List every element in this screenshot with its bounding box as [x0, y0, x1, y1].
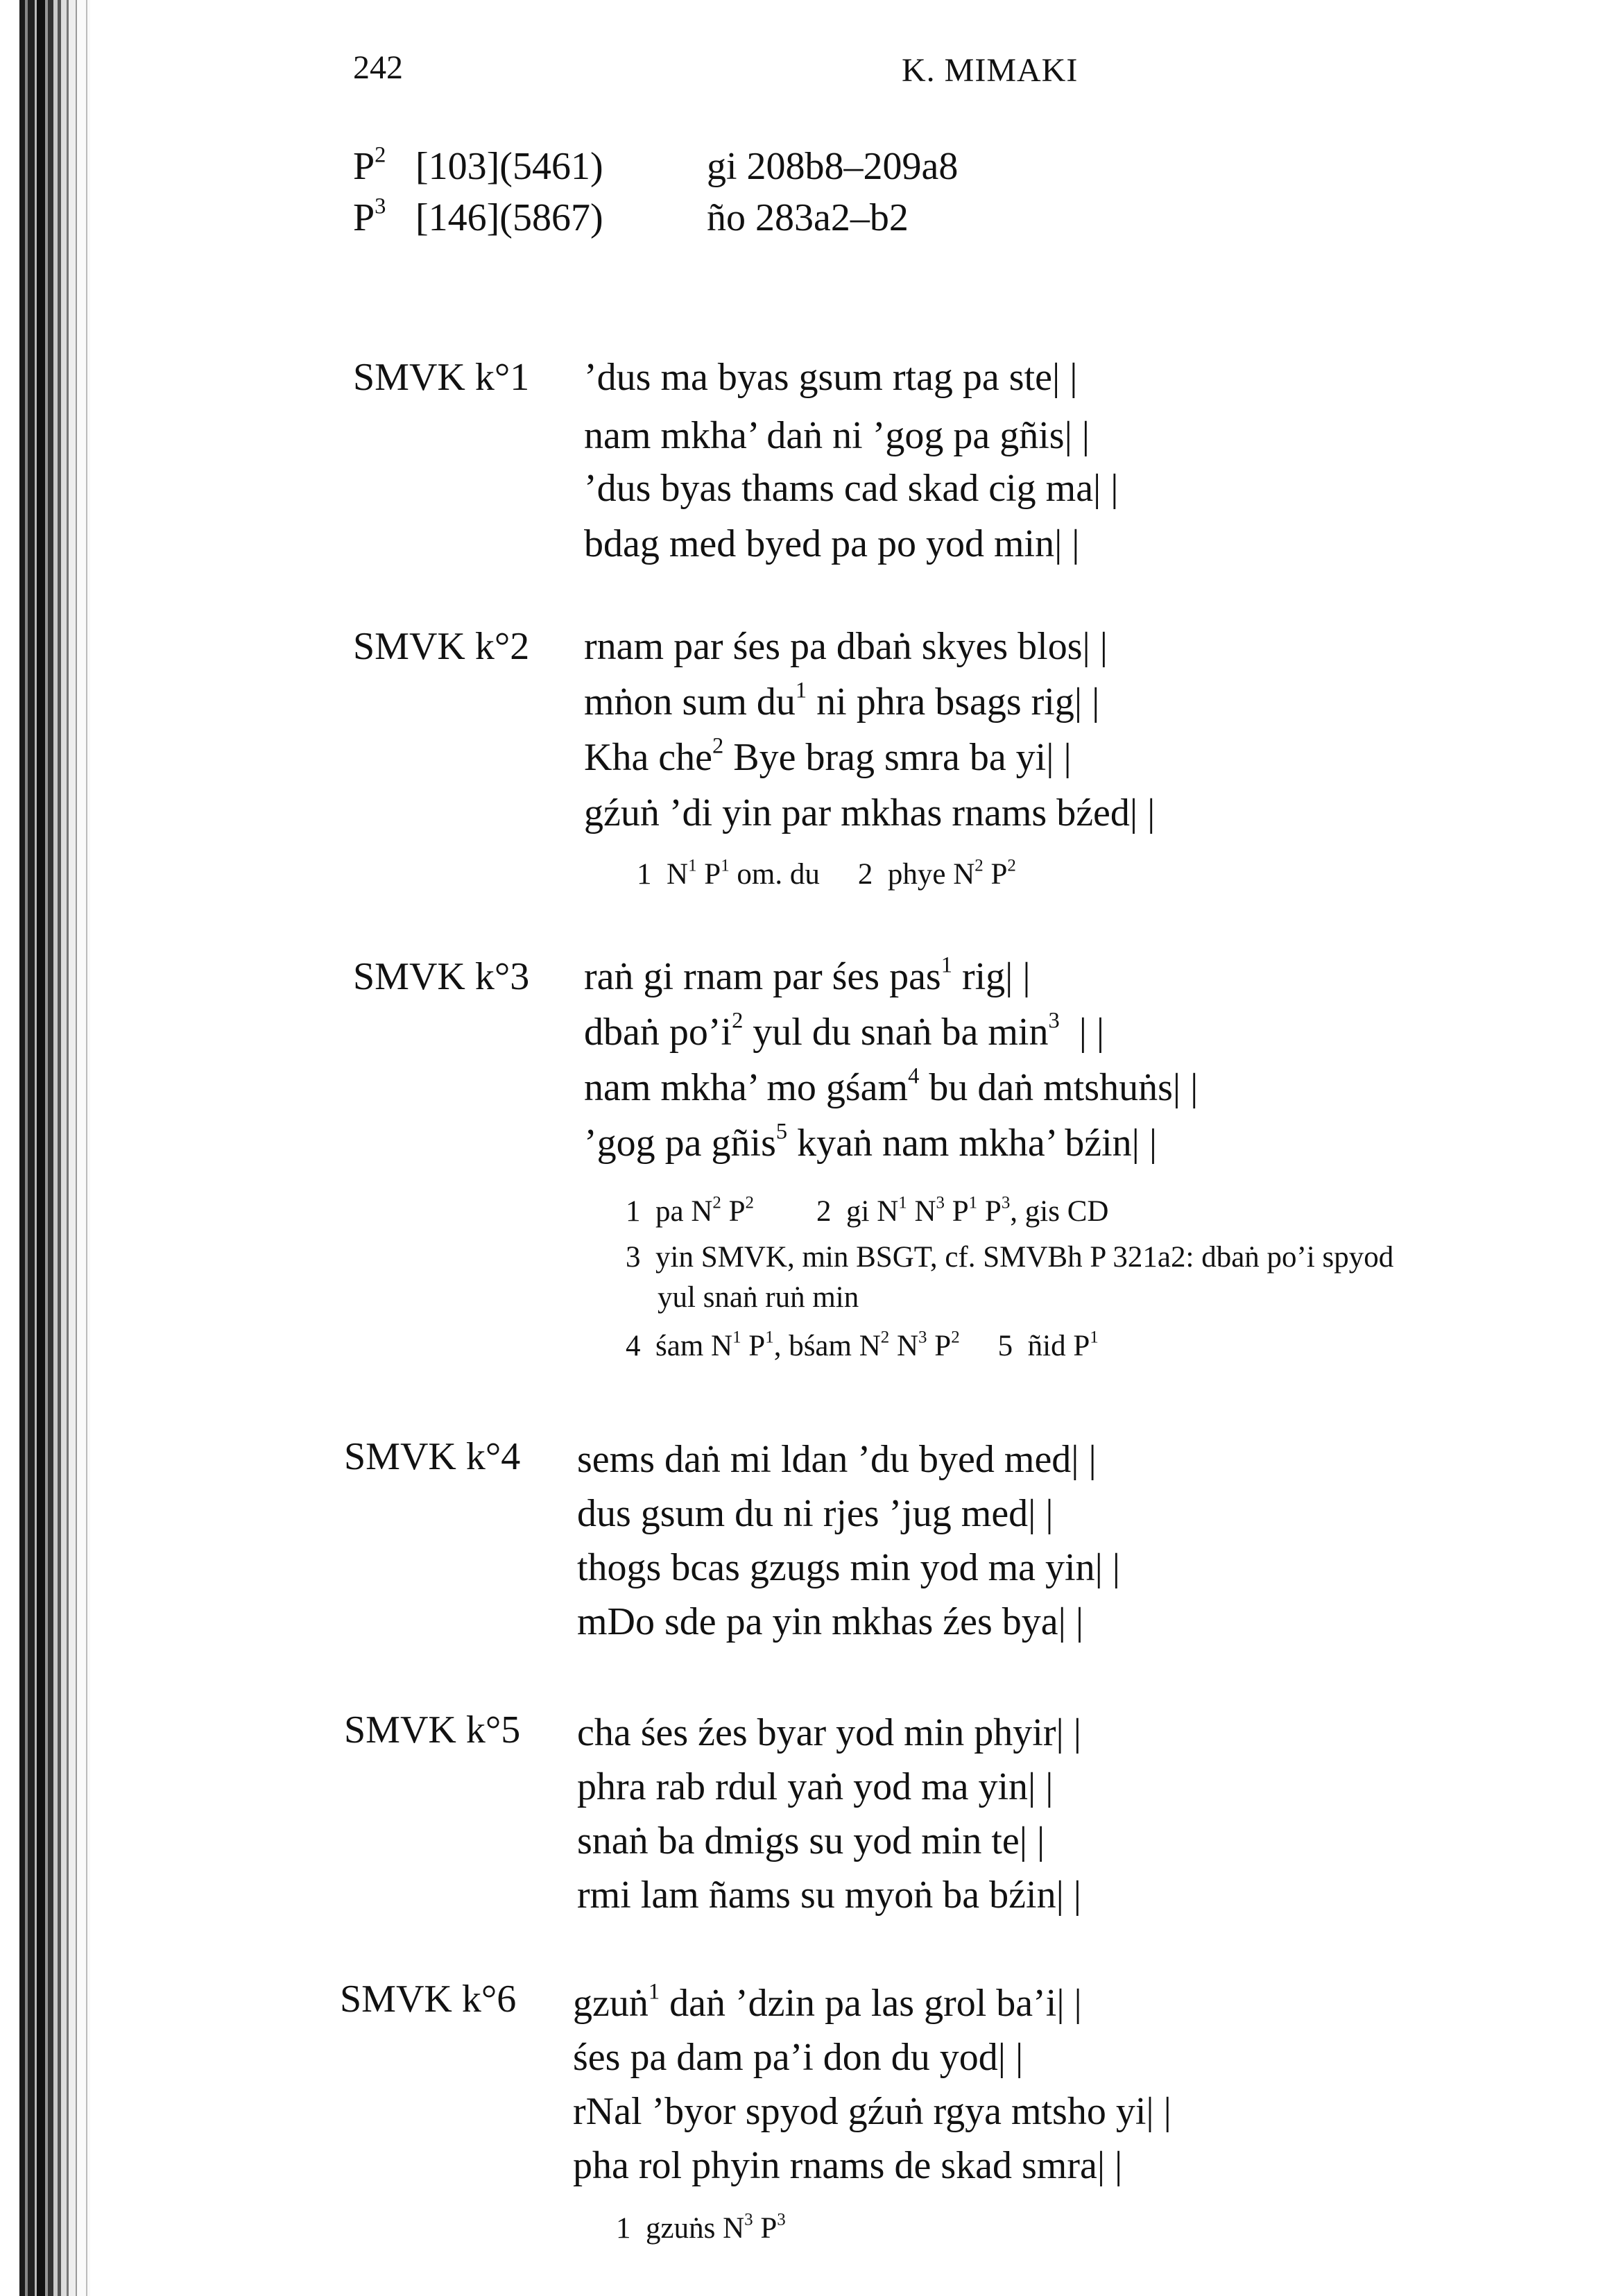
verse-label: SMVK k°2 — [353, 625, 530, 668]
source-line: $P^3$ [146](5867) ño 283a2–b2 — [353, 194, 909, 239]
verse-line: snaṅ ba dmigs su yod min te| | — [577, 1819, 1045, 1862]
verse-line: cha śes źes byar yod min phyir| | — [577, 1711, 1081, 1754]
page-number: 242 — [353, 49, 403, 86]
footnote-ref: 3 — [1048, 1008, 1060, 1034]
verse-line: mṅon sum $du^1$ ni phra bsags rig| | — [584, 678, 1100, 723]
footnote-ref: 2 — [732, 1008, 744, 1034]
footnote: 1 pa $N^2$ $P^2$ 2 gi $N^1$ $N^3$ $P^1$ $P^3$, gis CD — [626, 1193, 1109, 1228]
verse-line: sems daṅ mi ldan ’du byed med| | — [577, 1438, 1097, 1481]
verse-label: SMVK k°6 — [340, 1978, 517, 2021]
verse-line: thogs bcas gzugs min yod ma yin| | — [577, 1546, 1121, 1589]
verse-line: mDo sde pa yin mkhas źes bya| | — [577, 1600, 1084, 1643]
source-line: $P^2$ [103](5461) gi 208b8–209a8 — [353, 142, 959, 188]
footnote: 4 śam $N^1$ $P^1$, bśam $N^2$ $N^3$ $P^2$ 5 ñid $P^1$ — [626, 1328, 1099, 1362]
verse-label: SMVK k°3 — [353, 955, 530, 998]
verse-line: rmi lam ñams su myoṅ ba bźin| | — [577, 1874, 1081, 1917]
footnote-ref: 2 — [712, 733, 724, 759]
footnote-ref: 1 — [648, 1979, 660, 2005]
running-head: K. MIMAKI — [902, 52, 1079, 89]
book-spine-shadow — [0, 0, 90, 2296]
verse-line: dbaṅ $po’i^2$ yul du snaṅ ba $\min^3$ | | — [584, 1008, 1105, 1054]
verse-label: SMVK k°5 — [344, 1708, 521, 1751]
verse-label: SMVK k°1 — [353, 356, 530, 399]
verse-line: rnam par śes pa dbaṅ skyes blos| | — [584, 625, 1108, 668]
verse-line: ’dus ma byas gsum rtag pa ste| | — [584, 356, 1078, 399]
verse-line: gźuṅ ’di yin par mkhas rnams bźed| | — [584, 791, 1156, 834]
verse-line: phra rab rdul yaṅ yod ma yin| | — [577, 1765, 1054, 1808]
footnote: 3 yin SMVK, min BSGT, cf. SMVBh P 321a2: dbaṅ po’i spyod — [626, 1241, 1394, 1274]
footnote-ref: 5 — [775, 1119, 788, 1145]
verse-line: gzuṅ$^1$ daṅ ’dzin pa las grol ba’i| | — [573, 1979, 1082, 2025]
verse-line: raṅ gi rnam par śes pas$^1$ rig| | — [584, 952, 1031, 998]
verse-line: śes pa dam pa’i don du yod| | — [573, 2036, 1024, 2079]
footnote-ref: 4 — [908, 1063, 920, 1089]
verse-line: bdag med byed pa po yod min| | — [584, 522, 1080, 565]
verse-line: ’dus byas thams cad skad cig ma| | — [584, 467, 1119, 510]
footnote-ref: 1 — [795, 678, 807, 703]
footnote: 1 gzuṅs $N^3$ $P^3$ — [616, 2210, 786, 2245]
verse-line: pha rol phyin rnams de skad smra| | — [573, 2144, 1123, 2187]
footnote: 1 $N^1$ $P^1$ om. du 2 phye $N^2$ $P^2$ — [637, 856, 1016, 891]
verse-line: nam mkha’ daṅ ni ’gog pa gñis| | — [584, 414, 1090, 457]
verse-line: Kha che$^2$ Bye brag smra ba yi| | — [584, 733, 1072, 779]
verse-line: dus gsum du ni rjes ’jug med| | — [577, 1492, 1054, 1535]
footnote-ref: 1 — [941, 952, 952, 978]
verse-line: nam mkha’ mo gśam$^4$ bu daṅ mtshuṅs| | — [584, 1063, 1199, 1109]
verse-line: rNal ’byor spyod gźuṅ rgya mtsho yi| | — [573, 2090, 1171, 2133]
verse-line: ’gog pa gñis$^5$ kyaṅ nam mkha’ bźin| | — [584, 1119, 1158, 1165]
footnote: yul snaṅ ruṅ min — [658, 1281, 859, 1314]
verse-label: SMVK k°4 — [344, 1435, 521, 1478]
